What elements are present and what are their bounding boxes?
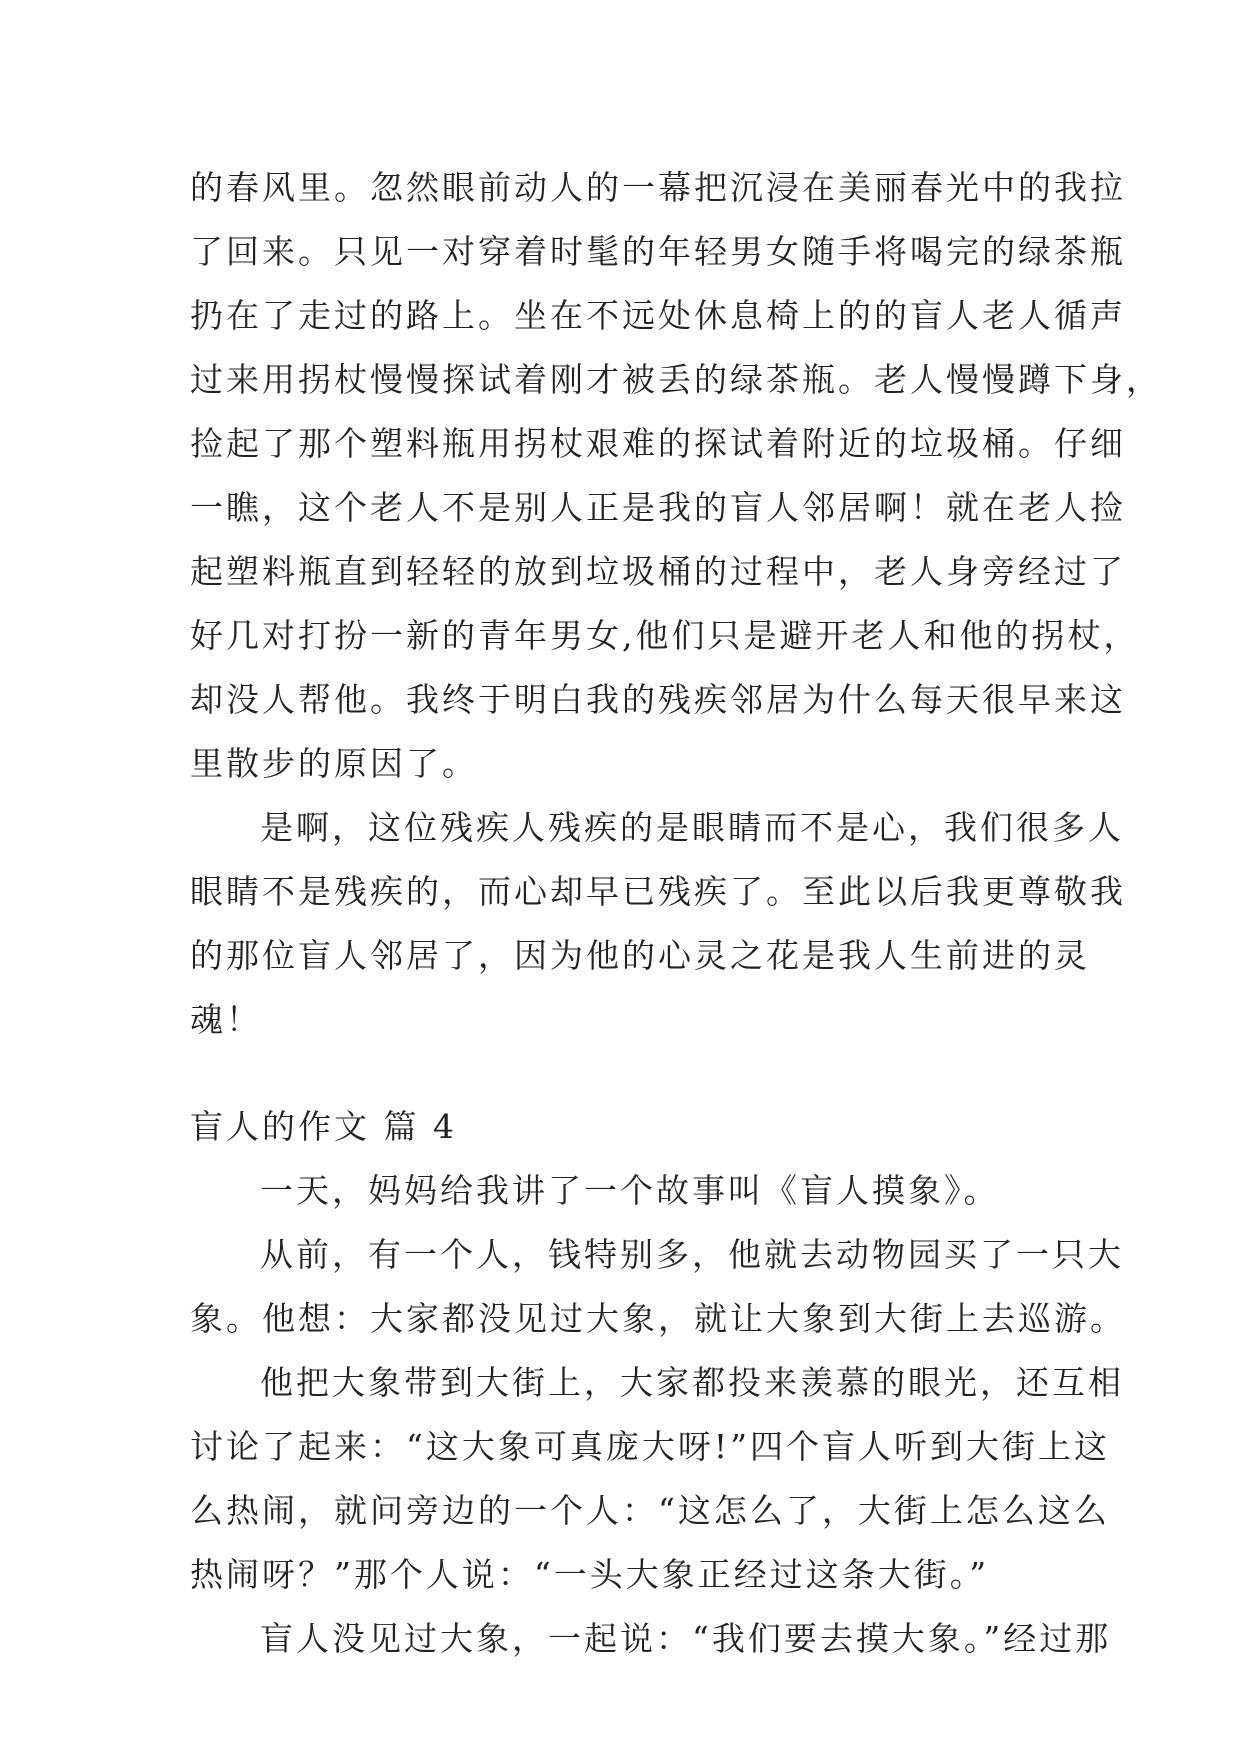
paragraph-start-line: 一天，妈妈给我讲了一个故事叫《盲人摸象》。 [260, 1171, 1000, 1210]
text-line: 捡起了那个塑料瓶用拐杖艰难的探试着附近的垃圾桶。仔细 [190, 424, 1126, 463]
text-line: 里散步的原因了。 [190, 744, 478, 783]
text-line: 好几对打扮一新的青年男女,他们只是避开老人和他的拐杖， [190, 616, 1140, 655]
paragraph-start-line: 从前，有一个人，钱特别多，他就去动物园买了一只大 [260, 1235, 1124, 1274]
text-line: 扔在了走过的路上。坐在不远处休息椅上的的盲人老人循声 [190, 296, 1126, 335]
text-line: 了回来。只见一对穿着时髦的年轻男女随手将喝完的绿茶瓶 [190, 232, 1126, 271]
section-heading: 盲人的作文 篇 4 [190, 1107, 457, 1146]
paragraph-start-line: 他把大象带到大街上，大家都投来羡慕的眼光，还互相 [260, 1363, 1124, 1402]
text-line: 象。他想：大家都没见过大象，就让大象到大街上去巡游。 [190, 1299, 1126, 1338]
text-line: 讨论了起来：“这大象可真庞大呀!”四个盲人听到大街上这 [190, 1427, 1111, 1466]
paragraph-start-line: 盲人没见过大象，一起说：“我们要去摸大象。”经过那 [260, 1619, 1112, 1658]
text-line: 的那位盲人邻居了，因为他的心灵之花是我人生前进的灵 [190, 936, 1090, 975]
paragraph-start-line: 是啊，这位残疾人残疾的是眼睛而不是心，我们很多人 [260, 808, 1124, 847]
text-line: 眼睛不是残疾的，而心却早已残疾了。至此以后我更尊敬我 [190, 872, 1126, 911]
text-line: 一瞧，这个老人不是别人正是我的盲人邻居啊！就在老人捡 [190, 488, 1126, 527]
text-line: 的春风里。忽然眼前动人的一幕把沉浸在美丽春光中的我拉 [190, 168, 1126, 207]
text-line: 么热闹，就问旁边的一个人：“这怎么了，大街上怎么这么 [190, 1491, 1110, 1530]
text-line: 却没人帮他。我终于明白我的残疾邻居为什么每天很早来这 [190, 680, 1126, 719]
text-line: 起塑料瓶直到轻轻的放到垃圾桶的过程中，老人身旁经过了 [190, 552, 1126, 591]
text-line: 热闹呀？”那个人说：“一头大象正经过这条大街。” [190, 1555, 990, 1594]
text-line: 魂！ [190, 1000, 262, 1039]
text-line: 过来用拐杖慢慢探试着刚才被丢的绿茶瓶。老人慢慢蹲下身， [190, 360, 1162, 399]
document-body [190, 156, 1162, 1671]
